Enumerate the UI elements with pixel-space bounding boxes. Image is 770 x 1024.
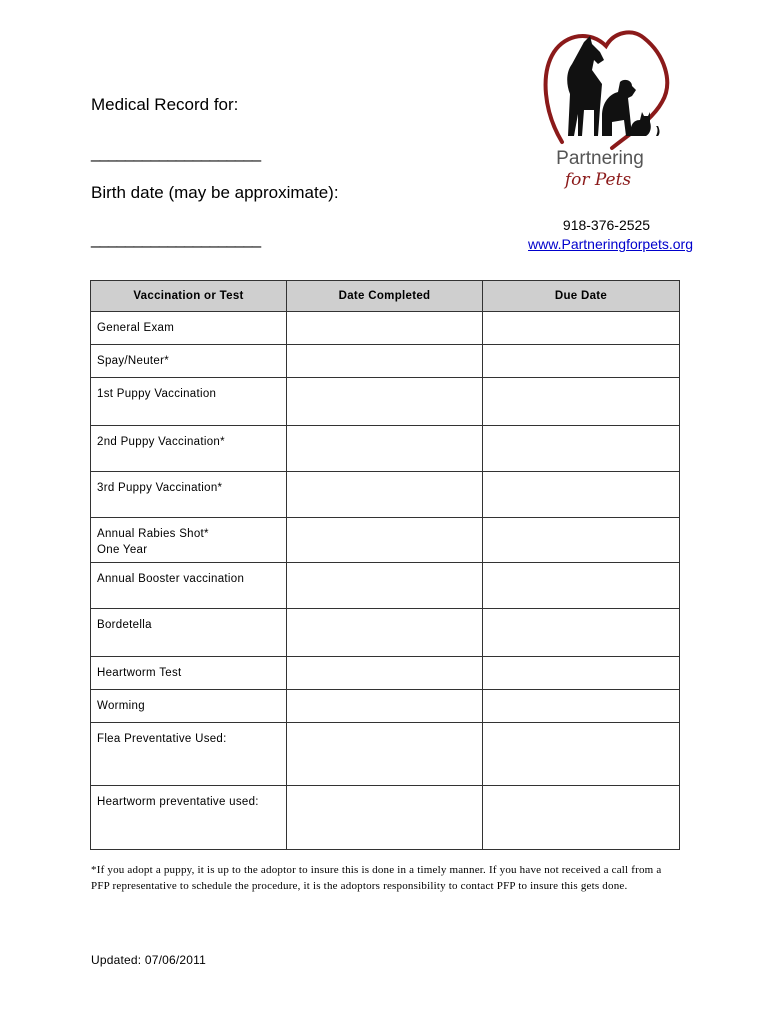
- column-header-date-completed: Date Completed: [287, 281, 483, 312]
- row-label: 3rd Puppy Vaccination*: [91, 472, 287, 518]
- row-label: 1st Puppy Vaccination: [91, 378, 287, 426]
- due-date-cell[interactable]: [483, 786, 680, 850]
- date-completed-cell[interactable]: [287, 426, 483, 472]
- record-for-label: Medical Record for:: [91, 95, 239, 114]
- table-row: [91, 378, 680, 426]
- birth-date-blank-line: ____________________: [91, 229, 261, 248]
- due-date-cell[interactable]: [483, 345, 680, 378]
- due-date-cell[interactable]: [483, 609, 680, 657]
- row-label: 2nd Puppy Vaccination*: [91, 426, 287, 472]
- due-date-cell[interactable]: [483, 690, 680, 723]
- due-date-cell[interactable]: [483, 378, 680, 426]
- puppy-footnote: *If you adopt a puppy, it is up to the adoptor to insure this is done in a timely manner. If you have not received a call from a PFP representative to schedule the procedure, it is the adoptors responsibility to contact PFP to insure this gets done.: [91, 864, 662, 892]
- date-completed-cell[interactable]: [287, 563, 483, 609]
- due-date-cell[interactable]: [483, 426, 680, 472]
- row-label: Annual Booster vaccination: [91, 563, 287, 609]
- table-header-row: [91, 281, 680, 312]
- updated-date: Updated: 07/06/2011: [91, 953, 207, 967]
- date-completed-cell[interactable]: [287, 518, 483, 563]
- date-completed-cell[interactable]: [287, 657, 483, 690]
- table-row: [91, 426, 680, 472]
- row-label: Spay/Neuter*: [91, 345, 287, 378]
- due-date-cell[interactable]: [483, 472, 680, 518]
- website-link[interactable]: www.Partneringforpets.org: [528, 236, 693, 252]
- table-row: [91, 345, 680, 378]
- date-completed-cell[interactable]: [287, 345, 483, 378]
- due-date-cell[interactable]: [483, 563, 680, 609]
- date-completed-cell[interactable]: [287, 472, 483, 518]
- birth-date-label: Birth date (may be approximate):: [91, 183, 339, 202]
- table-row: [91, 563, 680, 609]
- table-row: [91, 657, 680, 690]
- logo-sub-text: for Pets: [564, 170, 632, 190]
- date-completed-cell[interactable]: [287, 723, 483, 786]
- due-date-cell[interactable]: [483, 657, 680, 690]
- contact-block: [500, 216, 693, 254]
- name-blank-line: ____________________: [91, 143, 261, 162]
- vaccination-table: [90, 280, 680, 850]
- date-completed-cell[interactable]: [287, 312, 483, 345]
- row-label: Worming: [91, 690, 287, 723]
- row-label: General Exam: [91, 312, 287, 345]
- phone-number: 918-376-2525: [562, 217, 651, 233]
- due-date-cell[interactable]: [483, 312, 680, 345]
- row-label: Flea Preventative Used:: [91, 723, 287, 786]
- table-row: [91, 786, 680, 850]
- date-completed-cell[interactable]: [287, 609, 483, 657]
- column-header-due-date: Due Date: [483, 281, 680, 312]
- table-row: [91, 518, 680, 563]
- date-completed-cell[interactable]: [287, 378, 483, 426]
- table-row: [91, 472, 680, 518]
- logo-name-text: Partnering: [556, 148, 644, 169]
- table-row: [91, 312, 680, 345]
- date-completed-cell[interactable]: [287, 786, 483, 850]
- date-completed-cell[interactable]: [287, 690, 483, 723]
- due-date-cell[interactable]: [483, 518, 680, 563]
- due-date-cell[interactable]: [483, 723, 680, 786]
- row-label: Bordetella: [91, 609, 287, 657]
- column-header-vaccination: Vaccination or Test: [91, 281, 287, 312]
- table-row: [91, 723, 680, 786]
- table-row: [91, 690, 680, 723]
- row-label: Heartworm preventative used:: [91, 786, 287, 850]
- row-label: Heartworm Test: [91, 657, 287, 690]
- table-row: [91, 609, 680, 657]
- row-label: Annual Rabies Shot* One Year: [91, 518, 287, 563]
